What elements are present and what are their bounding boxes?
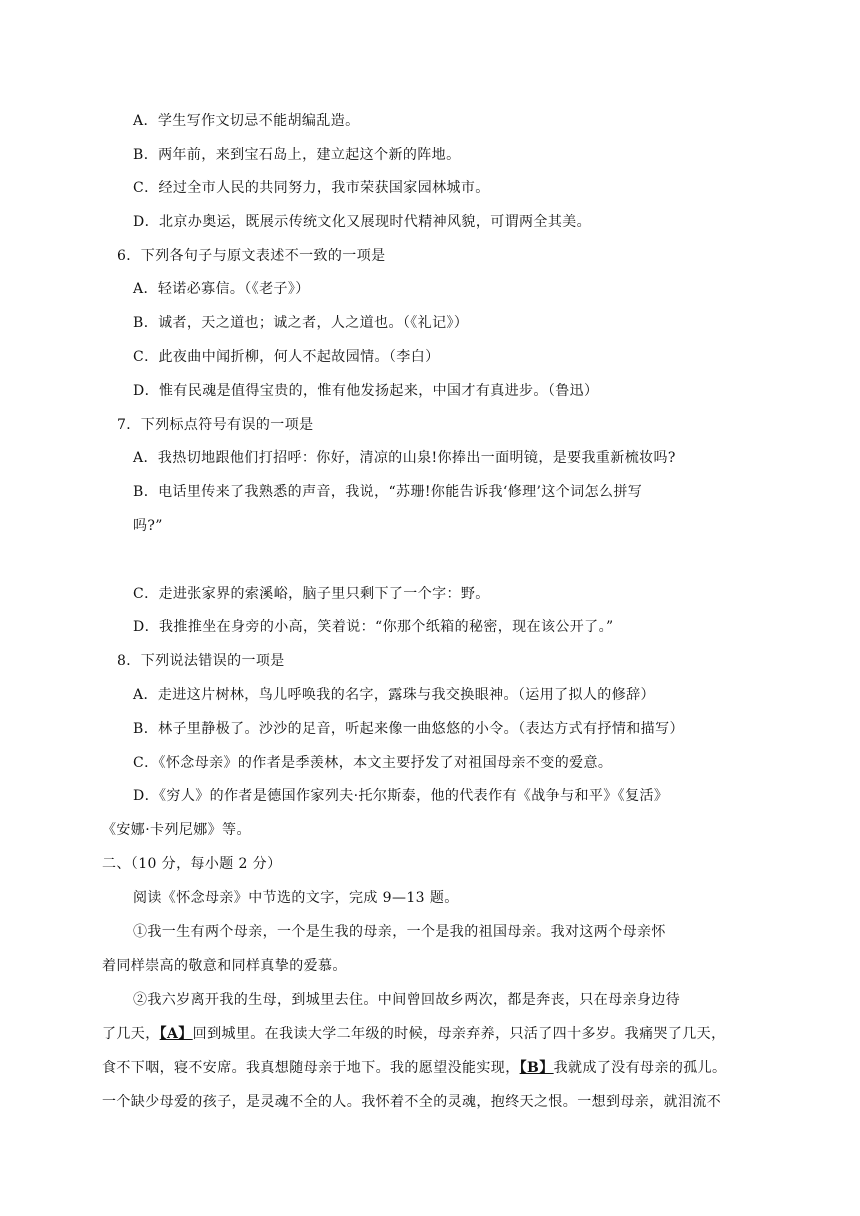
q6-option-d: D．惟有民魂是值得宝贵的，惟有他发扬起来，中国才有真进步。（鲁迅）	[133, 383, 599, 399]
q8-option-a: A．走进这片树林，鸟儿呼唤我的名字，露珠与我交换眼神。（运用了拟人的修辞）	[133, 687, 655, 703]
q6-option-b: B．诚者，天之道也；诚之者，人之道也。（《礼记》）	[133, 315, 469, 331]
q8-option-b: B．林子里静极了。沙沙的足音，听起来像一曲悠悠的小令。（表达方式有抒情和描写）	[133, 721, 684, 737]
q6-option-a: A．轻诺必寡信。（《老子》）	[133, 281, 310, 297]
paragraph-2-line2	[102, 1024, 725, 1044]
section-two-heading: 二、（10 分，每小题 2 分）	[102, 856, 282, 872]
q7-option-c: C．走进张家界的索溪峪，脑子里只剩下了一个字：野。	[133, 586, 490, 602]
q7-option-d: D．我推推坐在身旁的小高，笑着说：“你那个纸箱的秘密，现在该公开了。”	[133, 619, 614, 635]
q5-option-d: D．北京办奥运，既展示传统文化又展现时代精神风貌，可谓两全其美。	[133, 214, 592, 230]
q5-option-a: A．学生写作文切忌不能胡编乱造。	[133, 113, 360, 129]
reading-instruction: 阅读《怀念母亲》中节选的文字，完成 9—13 题。	[133, 890, 459, 906]
q6-option-c: C．此夜曲中闻折柳，何人不起故园情。（李白）	[133, 349, 440, 365]
q8-option-d-line2: 《安娜·卡列尼娜》等。	[102, 822, 251, 838]
paragraph-1-line2: 着同样崇高的敬意和同样真挚的爱慕。	[102, 958, 347, 974]
paragraph-2-line2-start: 了几天，	[102, 1026, 160, 1042]
paragraph-2-line1: ②我六岁离开我的生母，到城里去住。中间曾回故乡两次，都是奔丧，只在母亲身边待	[133, 992, 681, 1008]
paragraph-1-line1: ①我一生有两个母亲，一个是生我的母亲，一个是我的祖国母亲。我对这两个母亲怀	[133, 924, 666, 940]
q5-option-b: B．两年前，来到宝石岛上，建立起这个新的阵地。	[133, 147, 461, 163]
q8-option-d-line1: D．《穷人》的作者是德国作家列夫·托尔斯泰，他的代表作有《战争与和平》《复活》	[133, 788, 669, 804]
paragraph-2-line2-end: 回到城里。在我读大学二年级的时候，母亲弃养，只活了四十多岁。我痛哭了几天，	[192, 1026, 726, 1042]
paragraph-2-line3-end: 我就成了没有母亲的孤儿。	[553, 1060, 727, 1076]
blank-a-marker: 【A】	[159, 1026, 193, 1042]
q6-stem: 6．下列各句子与原文表述不一致的一项是	[117, 248, 386, 264]
paragraph-2-line4: 一个缺少母爱的孩子，是灵魂不全的人。我怀着不全的灵魂，抱终天之恨。一想到母亲，就泪流不	[102, 1094, 722, 1110]
paragraph-2-line3-start: 食不下咽，寝不安席。我真想随母亲于地下。我的愿望没能实现，	[102, 1060, 520, 1076]
q7-option-b-line2: 吗?”	[133, 518, 163, 534]
q8-option-c: C．《怀念母亲》的作者是季羡林，本文主要抒发了对祖国母亲不变的爱意。	[133, 755, 613, 771]
q5-option-c: C．经过全市人民的共同努力，我市荣获国家园林城市。	[133, 180, 490, 196]
q7-option-b-line1: B．电话里传来了我熟悉的声音，我说，“苏珊!你能告诉我‘修理’这个词怎么拼写	[133, 484, 643, 500]
blank-b-marker: 【B】	[519, 1060, 554, 1076]
q8-stem: 8．下列说法错误的一项是	[117, 653, 285, 669]
q7-stem: 7．下列标点符号有误的一项是	[117, 417, 314, 433]
q7-option-a: A．我热切地跟他们打招呼：你好，清凉的山泉!你捧出一面明镜，是要我重新梳妆吗?	[133, 450, 676, 466]
paragraph-2-line3	[102, 1058, 726, 1078]
